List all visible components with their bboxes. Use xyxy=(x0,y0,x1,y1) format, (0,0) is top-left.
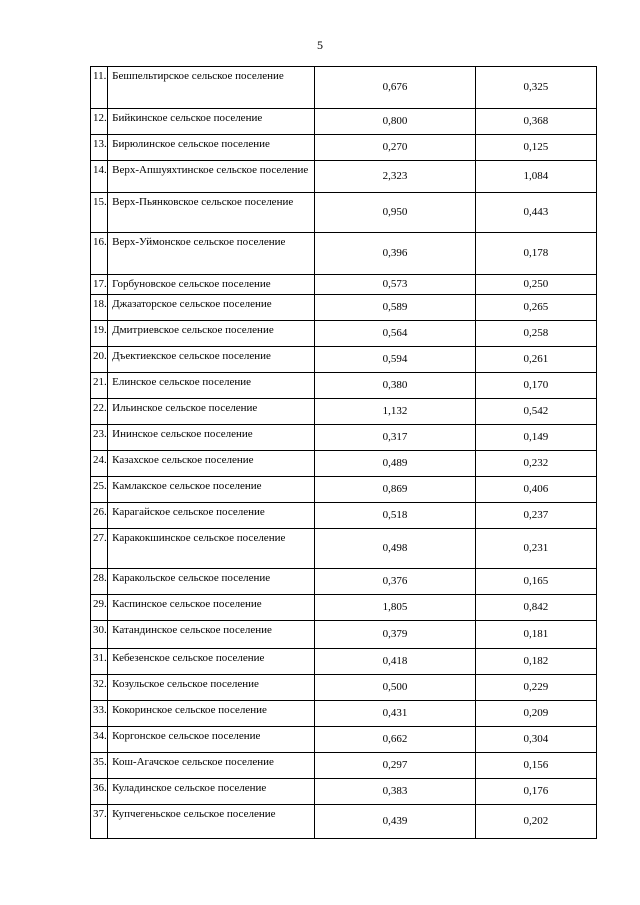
row-number: 13. xyxy=(91,135,108,161)
value-2: 0,368 xyxy=(475,109,596,135)
value-2: 0,231 xyxy=(475,529,596,569)
table-row xyxy=(91,135,597,161)
row-number: 35. xyxy=(91,753,108,779)
row-number: 16. xyxy=(91,233,108,275)
table-row xyxy=(91,569,597,595)
settlement-name: Дъектиекское сельское поселение xyxy=(108,347,315,373)
value-1: 0,869 xyxy=(315,477,476,503)
table-row xyxy=(91,321,597,347)
value-2: 0,258 xyxy=(475,321,596,347)
value-2: 0,229 xyxy=(475,675,596,701)
row-number: 18. xyxy=(91,295,108,321)
value-2: 0,178 xyxy=(475,233,596,275)
value-1: 0,297 xyxy=(315,753,476,779)
value-2: 0,165 xyxy=(475,569,596,595)
value-1: 0,376 xyxy=(315,569,476,595)
page-number: 5 xyxy=(317,38,323,52)
value-2: 0,542 xyxy=(475,399,596,425)
settlement-name: Кокоринское сельское поселение xyxy=(108,701,315,727)
row-number: 36. xyxy=(91,779,108,805)
settlement-name: Бийкинское сельское поселение xyxy=(108,109,315,135)
row-number: 11. xyxy=(91,67,108,109)
row-number: 14. xyxy=(91,161,108,193)
value-1: 0,950 xyxy=(315,193,476,233)
value-2: 0,209 xyxy=(475,701,596,727)
row-number: 25. xyxy=(91,477,108,503)
row-number: 37. xyxy=(91,805,108,839)
row-number: 19. xyxy=(91,321,108,347)
value-2: 0,202 xyxy=(475,805,596,839)
value-2: 0,304 xyxy=(475,727,596,753)
value-1: 0,518 xyxy=(315,503,476,529)
value-2: 0,181 xyxy=(475,621,596,649)
settlement-name: Каракольское сельское поселение xyxy=(108,569,315,595)
value-1: 0,431 xyxy=(315,701,476,727)
settlement-name: Верх-Уймонское сельское поселение xyxy=(108,233,315,275)
value-2: 0,156 xyxy=(475,753,596,779)
table-row xyxy=(91,595,597,621)
row-number: 27. xyxy=(91,529,108,569)
row-number: 31. xyxy=(91,649,108,675)
settlement-name: Коргонское сельское поселение xyxy=(108,727,315,753)
row-number: 12. xyxy=(91,109,108,135)
value-1: 0,489 xyxy=(315,451,476,477)
row-number: 24. xyxy=(91,451,108,477)
settlement-name: Бирюлинское сельское поселение xyxy=(108,135,315,161)
table-row xyxy=(91,701,597,727)
value-1: 0,594 xyxy=(315,347,476,373)
row-number: 30. xyxy=(91,621,108,649)
value-1: 1,805 xyxy=(315,595,476,621)
value-1: 0,439 xyxy=(315,805,476,839)
row-number: 21. xyxy=(91,373,108,399)
value-1: 2,323 xyxy=(315,161,476,193)
settlement-name: Верх-Пьянковское сельское поселение xyxy=(108,193,315,233)
value-2: 0,125 xyxy=(475,135,596,161)
value-1: 0,317 xyxy=(315,425,476,451)
value-2: 0,325 xyxy=(475,67,596,109)
value-1: 0,383 xyxy=(315,779,476,805)
settlement-name: Дмитриевское сельское поселение xyxy=(108,321,315,347)
row-number: 26. xyxy=(91,503,108,529)
table-row xyxy=(91,649,597,675)
value-1: 0,380 xyxy=(315,373,476,399)
table-row xyxy=(91,477,597,503)
settlement-name: Куладинское сельское поселение xyxy=(108,779,315,805)
settlement-name: Ильинское сельское поселение xyxy=(108,399,315,425)
value-2: 0,149 xyxy=(475,425,596,451)
row-number: 20. xyxy=(91,347,108,373)
value-1: 0,800 xyxy=(315,109,476,135)
table-row xyxy=(91,161,597,193)
row-number: 15. xyxy=(91,193,108,233)
row-number: 29. xyxy=(91,595,108,621)
value-2: 0,250 xyxy=(475,275,596,295)
value-2: 0,406 xyxy=(475,477,596,503)
settlement-name: Кош-Агачское сельское поселение xyxy=(108,753,315,779)
value-1: 0,500 xyxy=(315,675,476,701)
row-number: 17. xyxy=(91,275,108,295)
value-1: 0,573 xyxy=(315,275,476,295)
value-1: 0,396 xyxy=(315,233,476,275)
value-1: 0,270 xyxy=(315,135,476,161)
table-row xyxy=(91,621,597,649)
table-row xyxy=(91,503,597,529)
table-row xyxy=(91,233,597,275)
table-row xyxy=(91,295,597,321)
value-1: 0,418 xyxy=(315,649,476,675)
table-row xyxy=(91,373,597,399)
value-2: 0,842 xyxy=(475,595,596,621)
value-1: 0,379 xyxy=(315,621,476,649)
value-1: 0,676 xyxy=(315,67,476,109)
settlement-name: Ининское сельское поселение xyxy=(108,425,315,451)
table-row xyxy=(91,425,597,451)
row-number: 23. xyxy=(91,425,108,451)
table-row xyxy=(91,275,597,295)
settlement-name: Купчегеньское сельское поселение xyxy=(108,805,315,839)
table-body xyxy=(91,67,597,839)
settlement-name: Катандинское сельское поселение xyxy=(108,621,315,649)
table-row xyxy=(91,399,597,425)
value-2: 0,443 xyxy=(475,193,596,233)
settlements-table xyxy=(90,66,597,839)
value-2: 0,170 xyxy=(475,373,596,399)
table-row xyxy=(91,67,597,109)
table-row xyxy=(91,727,597,753)
value-1: 0,564 xyxy=(315,321,476,347)
value-1: 0,498 xyxy=(315,529,476,569)
value-2: 0,237 xyxy=(475,503,596,529)
settlement-name: Карагайское сельское поселение xyxy=(108,503,315,529)
table-row xyxy=(91,451,597,477)
value-2: 0,265 xyxy=(475,295,596,321)
settlement-name: Верх-Апшуяхтинское сельское поселение xyxy=(108,161,315,193)
settlement-name: Бешпельтирское сельское поселение xyxy=(108,67,315,109)
row-number: 32. xyxy=(91,675,108,701)
settlement-name: Козульское сельское поселение xyxy=(108,675,315,701)
value-2: 0,182 xyxy=(475,649,596,675)
table-row xyxy=(91,347,597,373)
table-row xyxy=(91,109,597,135)
row-number: 22. xyxy=(91,399,108,425)
value-1: 0,662 xyxy=(315,727,476,753)
table-row xyxy=(91,779,597,805)
settlement-name: Каракокшинское сельское поселение xyxy=(108,529,315,569)
settlement-name: Горбуновское сельское поселение xyxy=(108,275,315,295)
row-number: 28. xyxy=(91,569,108,595)
table-row xyxy=(91,805,597,839)
table-row xyxy=(91,753,597,779)
settlement-name: Камлакское сельское поселение xyxy=(108,477,315,503)
settlement-name: Кебезенское сельское поселение xyxy=(108,649,315,675)
value-1: 1,132 xyxy=(315,399,476,425)
value-2: 1,084 xyxy=(475,161,596,193)
value-1: 0,589 xyxy=(315,295,476,321)
row-number: 34. xyxy=(91,727,108,753)
settlement-name: Казахское сельское поселение xyxy=(108,451,315,477)
table-row xyxy=(91,193,597,233)
value-2: 0,261 xyxy=(475,347,596,373)
settlement-name: Елинское сельское поселение xyxy=(108,373,315,399)
settlement-name: Каспинское сельское поселение xyxy=(108,595,315,621)
value-2: 0,176 xyxy=(475,779,596,805)
settlement-name: Джазаторское сельское поселение xyxy=(108,295,315,321)
table-row xyxy=(91,529,597,569)
row-number: 33. xyxy=(91,701,108,727)
value-2: 0,232 xyxy=(475,451,596,477)
table-row xyxy=(91,675,597,701)
